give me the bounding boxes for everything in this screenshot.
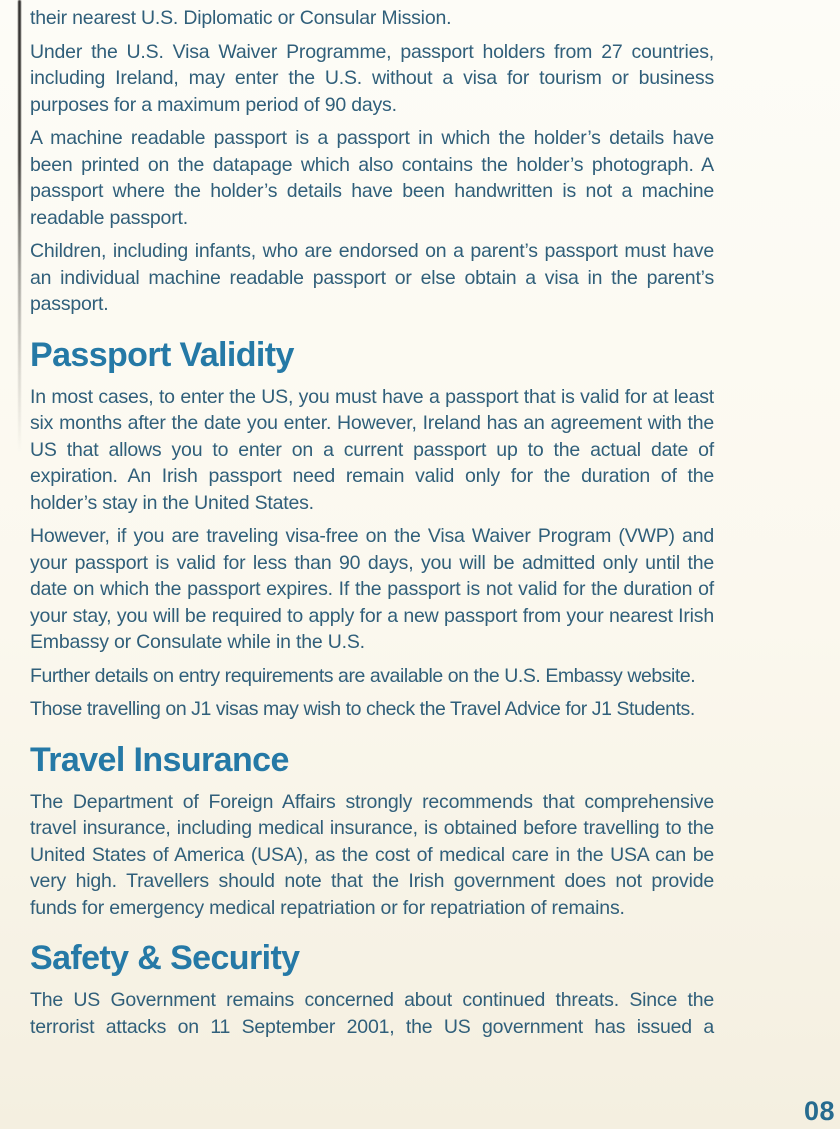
paragraph-vwp-ninety-days: However, if you are traveling visa-free on the Visa Waiver Program (VWP) and your passport is valid for less than 90 days, you will be admitted only until the date on which the passport expires. If the passport is not valid for the duration of your stay, you will be required to apply for a new passport from your nearest Irish Embassy or Consulate while in the U.S. [30,525,714,653]
paragraph-travel-insurance: The Department of Foreign Affairs strongly recommends that comprehensive travel insurance, including medical insurance, is obtained before travelling to the United States of America (USA), as the cost of medical care in the USA can be very high. Travellers should note that the Irish government does not provide funds for emergency medical repatriation or for repatriation of remains. [30,790,714,919]
section-passport-validity [30,335,714,723]
page-content [30,5,714,1047]
paragraph-children: Children, including infants, who are endorsed on a parent’s passport must have an individual machine readable passport or else obtain a visa in the parent’s passport. [30,240,714,315]
paragraph-validity-six-months: In most cases, to enter the US, you must have a passport that is valid for at least six months after the date you enter. However, Ireland has an agreement with the US that allows you to enter on a current passport up to the actual date of expiration. An Irish passport need remain valid only for the duration of the holder’s stay in the United States. [30,385,714,514]
paragraph-entry-requirements: Further details on entry requirements are available on the U.S. Embassy website. [30,664,696,687]
paragraph-j1-students: Those travelling on J1 visas may wish to check the Travel Advice for J1 Students. [30,698,695,720]
paragraph-visa-waiver: Under the U.S. Visa Waiver Programme, passport holders from 27 countries, including Ireland, may enter the U.S. without a visa for tourism or business purposes for a maximum period of 90 days. [30,40,714,116]
paragraph-machine-readable: A machine readable passport is a passport in which the holder’s details have been printed on the datapage which also contains the holder’s photograph. A passport where the holder’s details have been handwritten is not a machine readable passport. [30,127,714,229]
travel-insurance-heading: Travel Insurance [30,740,289,779]
scan-artifact-line [18,0,21,452]
section-travel-insurance [30,740,714,922]
passport-validity-heading: Passport Validity [30,335,294,374]
paragraph-safety-security: The US Government remains concerned about continued threats. Since the terrorist attacks on 11 September 2001, the US government has issued a [30,989,714,1038]
section-safety-security [30,938,714,1040]
page-number: 08 [803,1096,835,1126]
safety-security-heading: Safety & Security [30,939,300,977]
paragraph-continuation: their nearest U.S. Diplomatic or Consular Mission. [30,7,452,29]
